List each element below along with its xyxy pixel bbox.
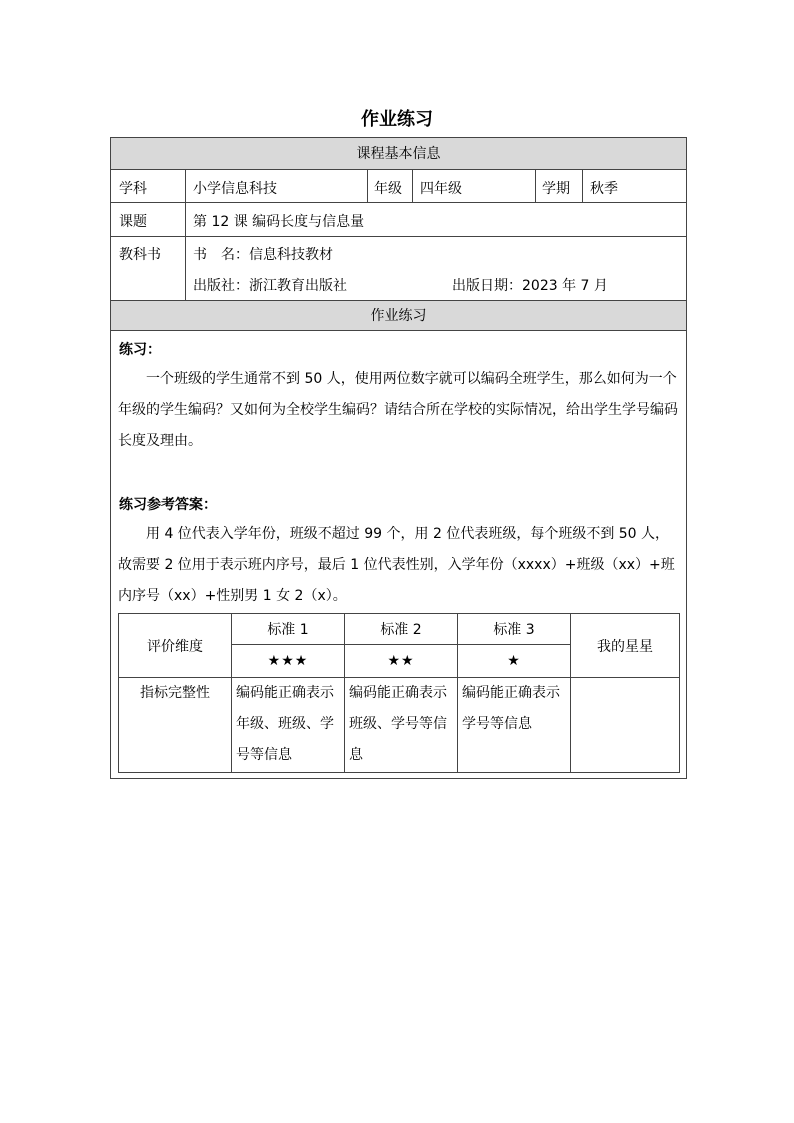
book-name: 书 名：信息科技教材 [193,247,333,263]
criterion-2-description: 编码能正确表示班级、学号等信息 [345,678,458,773]
exercise-label: 练习： [119,342,161,358]
divider [582,170,583,202]
subject-value: 小学信息科技 [193,181,277,197]
publisher: 出版社：浙江教育出版社 [193,278,347,294]
my-stars-cell[interactable] [571,678,680,773]
grade-value: 四年级 [420,181,462,197]
grade-label: 年级 [374,181,402,197]
homework-sheet [110,137,687,779]
divider [412,170,413,202]
criterion-2-stars: ★★ [345,645,458,678]
divider [367,170,368,202]
course-info-header: 课程基本信息 [111,138,686,170]
page-title: 作业练习 [361,109,433,130]
term-label: 学期 [542,181,570,197]
divider [535,170,536,202]
lesson-value: 第 12 课 编码长度与信息量 [193,214,365,230]
criterion-2-name: 标准 2 [345,614,458,645]
row-divider [111,236,686,237]
my-stars-header: 我的星星 [571,614,680,678]
term-value: 秋季 [590,181,618,197]
exercise-text: 一个班级的学生通常不到 50 人，使用两位数字就可以编码全班学生，那么如何为一个年级的学生编码？又如何为全校学生编码？请结合所在学校的实际情况，给出学生学号编码长度及理由。 [118,371,678,449]
criterion-1-name: 标准 1 [232,614,345,645]
answer-text: 用 4 位代表入学年份，班级不超过 99 个，用 2 位代表班级，每个班级不到 50 人，故需要 2 位用于表示班内序号，最后 1 位代表性别，入学年份（xxxx）+班级（xx）+班内序号（xx）+性别男 1 女 2（x）。 [118,526,675,604]
publish-date: 出版日期：2023 年 7 月 [452,278,608,294]
row-divider [111,202,686,203]
row-label: 指标完整性 [119,678,232,773]
dimension-header: 评价维度 [119,614,232,678]
criterion-3-name: 标准 3 [458,614,571,645]
criterion-3-stars: ★ [458,645,571,678]
evaluation-table [118,613,680,773]
lesson-label: 课题 [119,214,147,230]
answer-label: 练习参考答案： [119,497,217,513]
homework-header: 作业练习 [111,301,686,331]
criterion-3-description: 编码能正确表示学号等信息 [458,678,571,773]
textbook-label: 教科书 [119,247,161,263]
criterion-1-stars: ★★★ [232,645,345,678]
subject-label: 学科 [119,181,147,197]
criterion-1-description: 编码能正确表示年级、班级、学号等信息 [232,678,345,773]
